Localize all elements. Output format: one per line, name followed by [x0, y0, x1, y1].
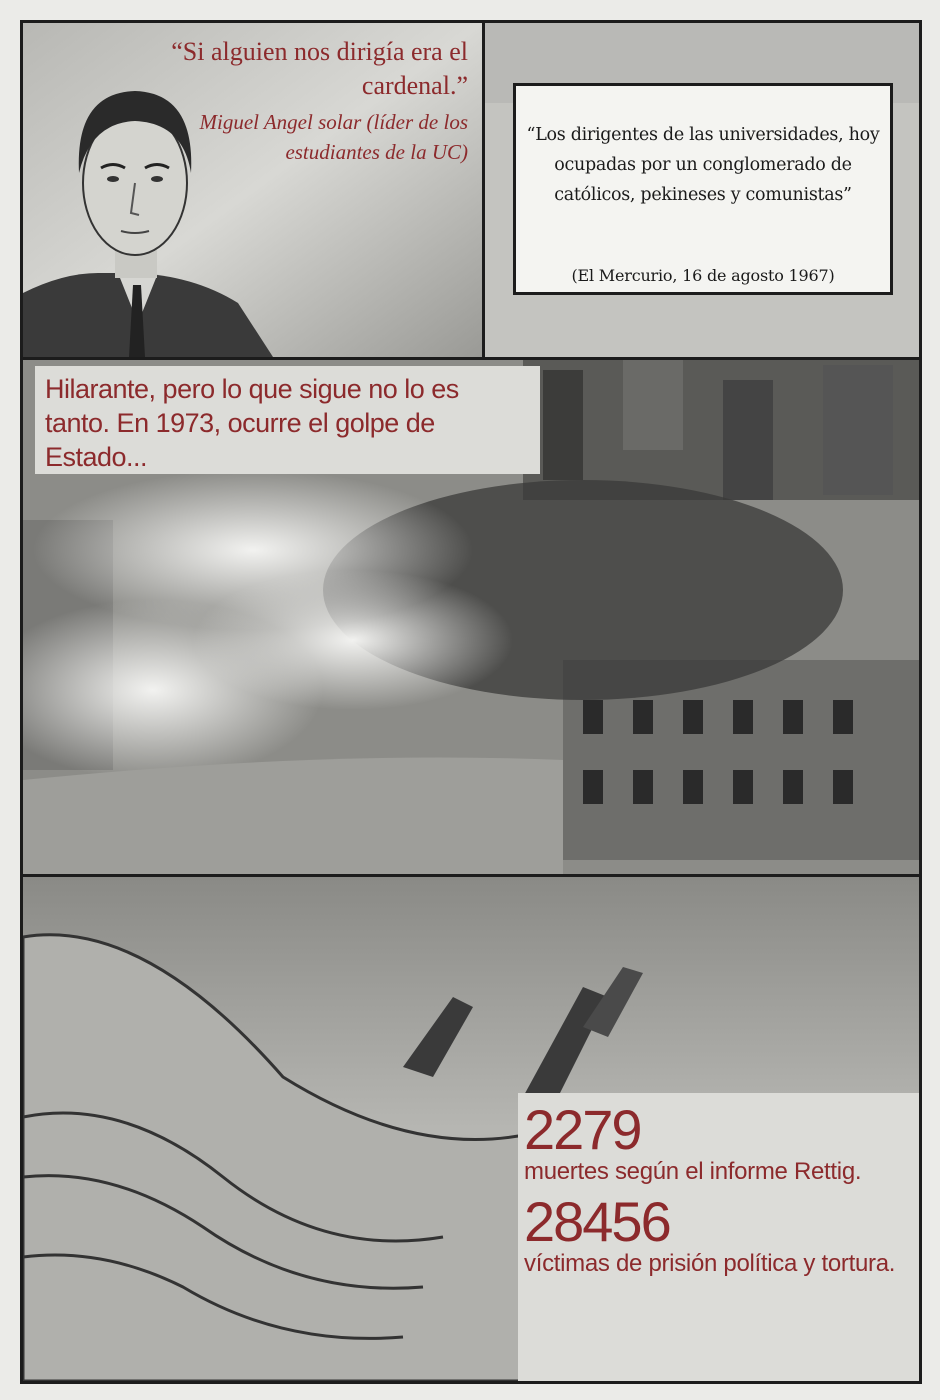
victims-label: víctimas de prisión política y tortura. [524, 1250, 896, 1277]
deaths-count: 2279 [524, 1098, 641, 1161]
deaths-label: muertes según el informe Rettig. [524, 1158, 862, 1185]
portrait-quote: “Si alguien nos dirigía era el cardenal.” [171, 37, 468, 100]
newspaper-quote: “Los dirigentes de las universidades, hoy ocupadas por un conglomerado de católicos, pekineses y comunistas” [526, 125, 880, 205]
statistics-box [518, 1093, 920, 1383]
scene-caption: Hilarante, pero lo que sigue no lo es tanto. En 1973, ocurre el golpe de Estado... [35, 366, 540, 474]
panel-portrait-quote [20, 20, 485, 360]
panel-newspaper-quote [482, 20, 922, 360]
quote-attribution: Miguel Angel solar (líder de los estudiantes de la UC) [199, 110, 468, 164]
panel-bombing-scene [20, 357, 922, 877]
victims-count: 28456 [524, 1190, 670, 1253]
quote-box [513, 83, 893, 295]
panel-statistics [20, 874, 922, 1384]
newspaper-source: (El Mercurio, 16 de agosto 1967) [571, 266, 835, 285]
